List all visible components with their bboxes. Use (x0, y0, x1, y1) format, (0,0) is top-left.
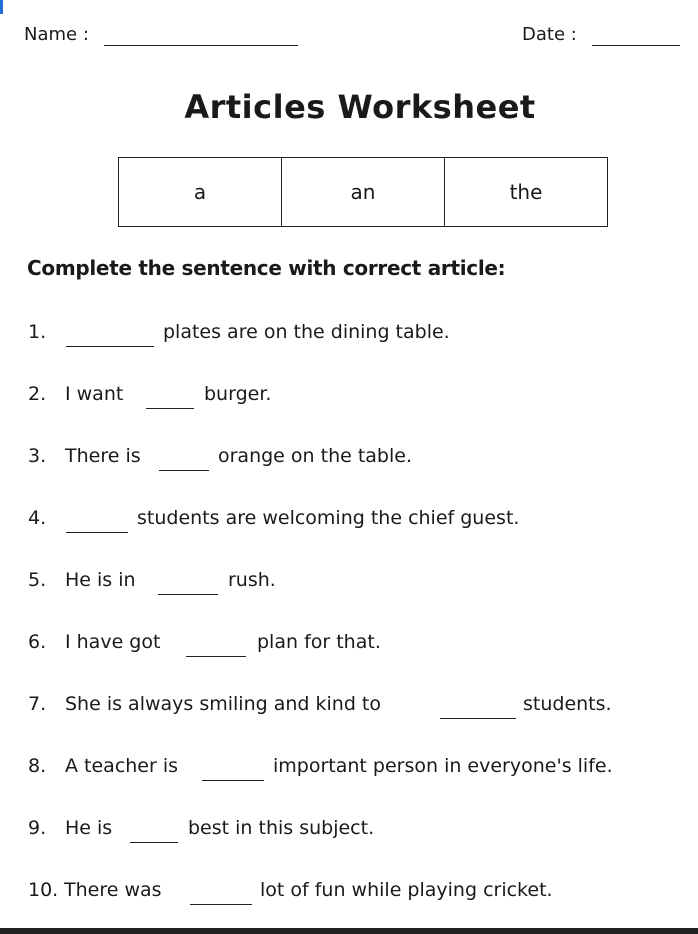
question-number: 1. (28, 321, 47, 343)
date-blank (592, 45, 680, 46)
question-number: 7. (28, 693, 47, 715)
question-text-after: lot of fun while playing cricket. (260, 879, 553, 901)
question-text-before: He is in (65, 569, 136, 591)
question-text-after: plates are on the dining table. (163, 321, 450, 343)
question-text-before: I have got (65, 631, 161, 653)
answer-blank (66, 346, 154, 347)
answer-blank (158, 594, 218, 595)
answer-blank (190, 904, 252, 905)
question-text-after: plan for that. (257, 631, 381, 653)
name-blank (104, 45, 298, 46)
question-text-after: best in this subject. (188, 817, 375, 839)
question-text-after: rush. (228, 569, 276, 591)
question-number: 2. (28, 383, 47, 405)
question-number: 10. (28, 879, 59, 901)
question-text-before: She is always smiling and kind to (65, 693, 382, 715)
instruction: Complete the sentence with correct article: (27, 256, 506, 280)
answer-blank (130, 842, 178, 843)
question-number: 5. (28, 569, 47, 591)
date-label: Date : (522, 24, 577, 45)
question-number: 4. (28, 507, 47, 529)
question-number: 8. (28, 755, 47, 777)
article-choices-table (118, 157, 608, 227)
page-title: Articles Worksheet (184, 88, 536, 126)
question-text-before: I want (65, 383, 124, 405)
bottom-bar (0, 928, 698, 934)
article-cell-the: the (444, 158, 607, 226)
question-text-before: There is (65, 445, 141, 467)
answer-blank (186, 656, 246, 657)
article-cell-a: a (193, 180, 207, 204)
name-label: Name : (24, 24, 89, 45)
question-number: 3. (28, 445, 47, 467)
answer-blank (202, 780, 264, 781)
answer-blank (66, 532, 128, 533)
question-text-after: students. (523, 693, 612, 715)
question-text-after: important person in everyone's life. (273, 755, 613, 777)
question-text-after: students are welcoming the chief guest. (137, 507, 520, 529)
question-text-before: There was (64, 879, 162, 901)
question-number: 9. (28, 817, 47, 839)
corner-mark (0, 0, 3, 14)
question-text-before: A teacher is (65, 755, 179, 777)
question-number: 6. (28, 631, 47, 653)
question-text-after: orange on the table. (218, 445, 412, 467)
answer-blank (440, 718, 516, 719)
question-text-after: burger. (204, 383, 272, 405)
answer-blank (159, 470, 209, 471)
article-cell-an: an (281, 158, 444, 226)
answer-blank (146, 408, 194, 409)
question-text-before: He is (65, 817, 113, 839)
